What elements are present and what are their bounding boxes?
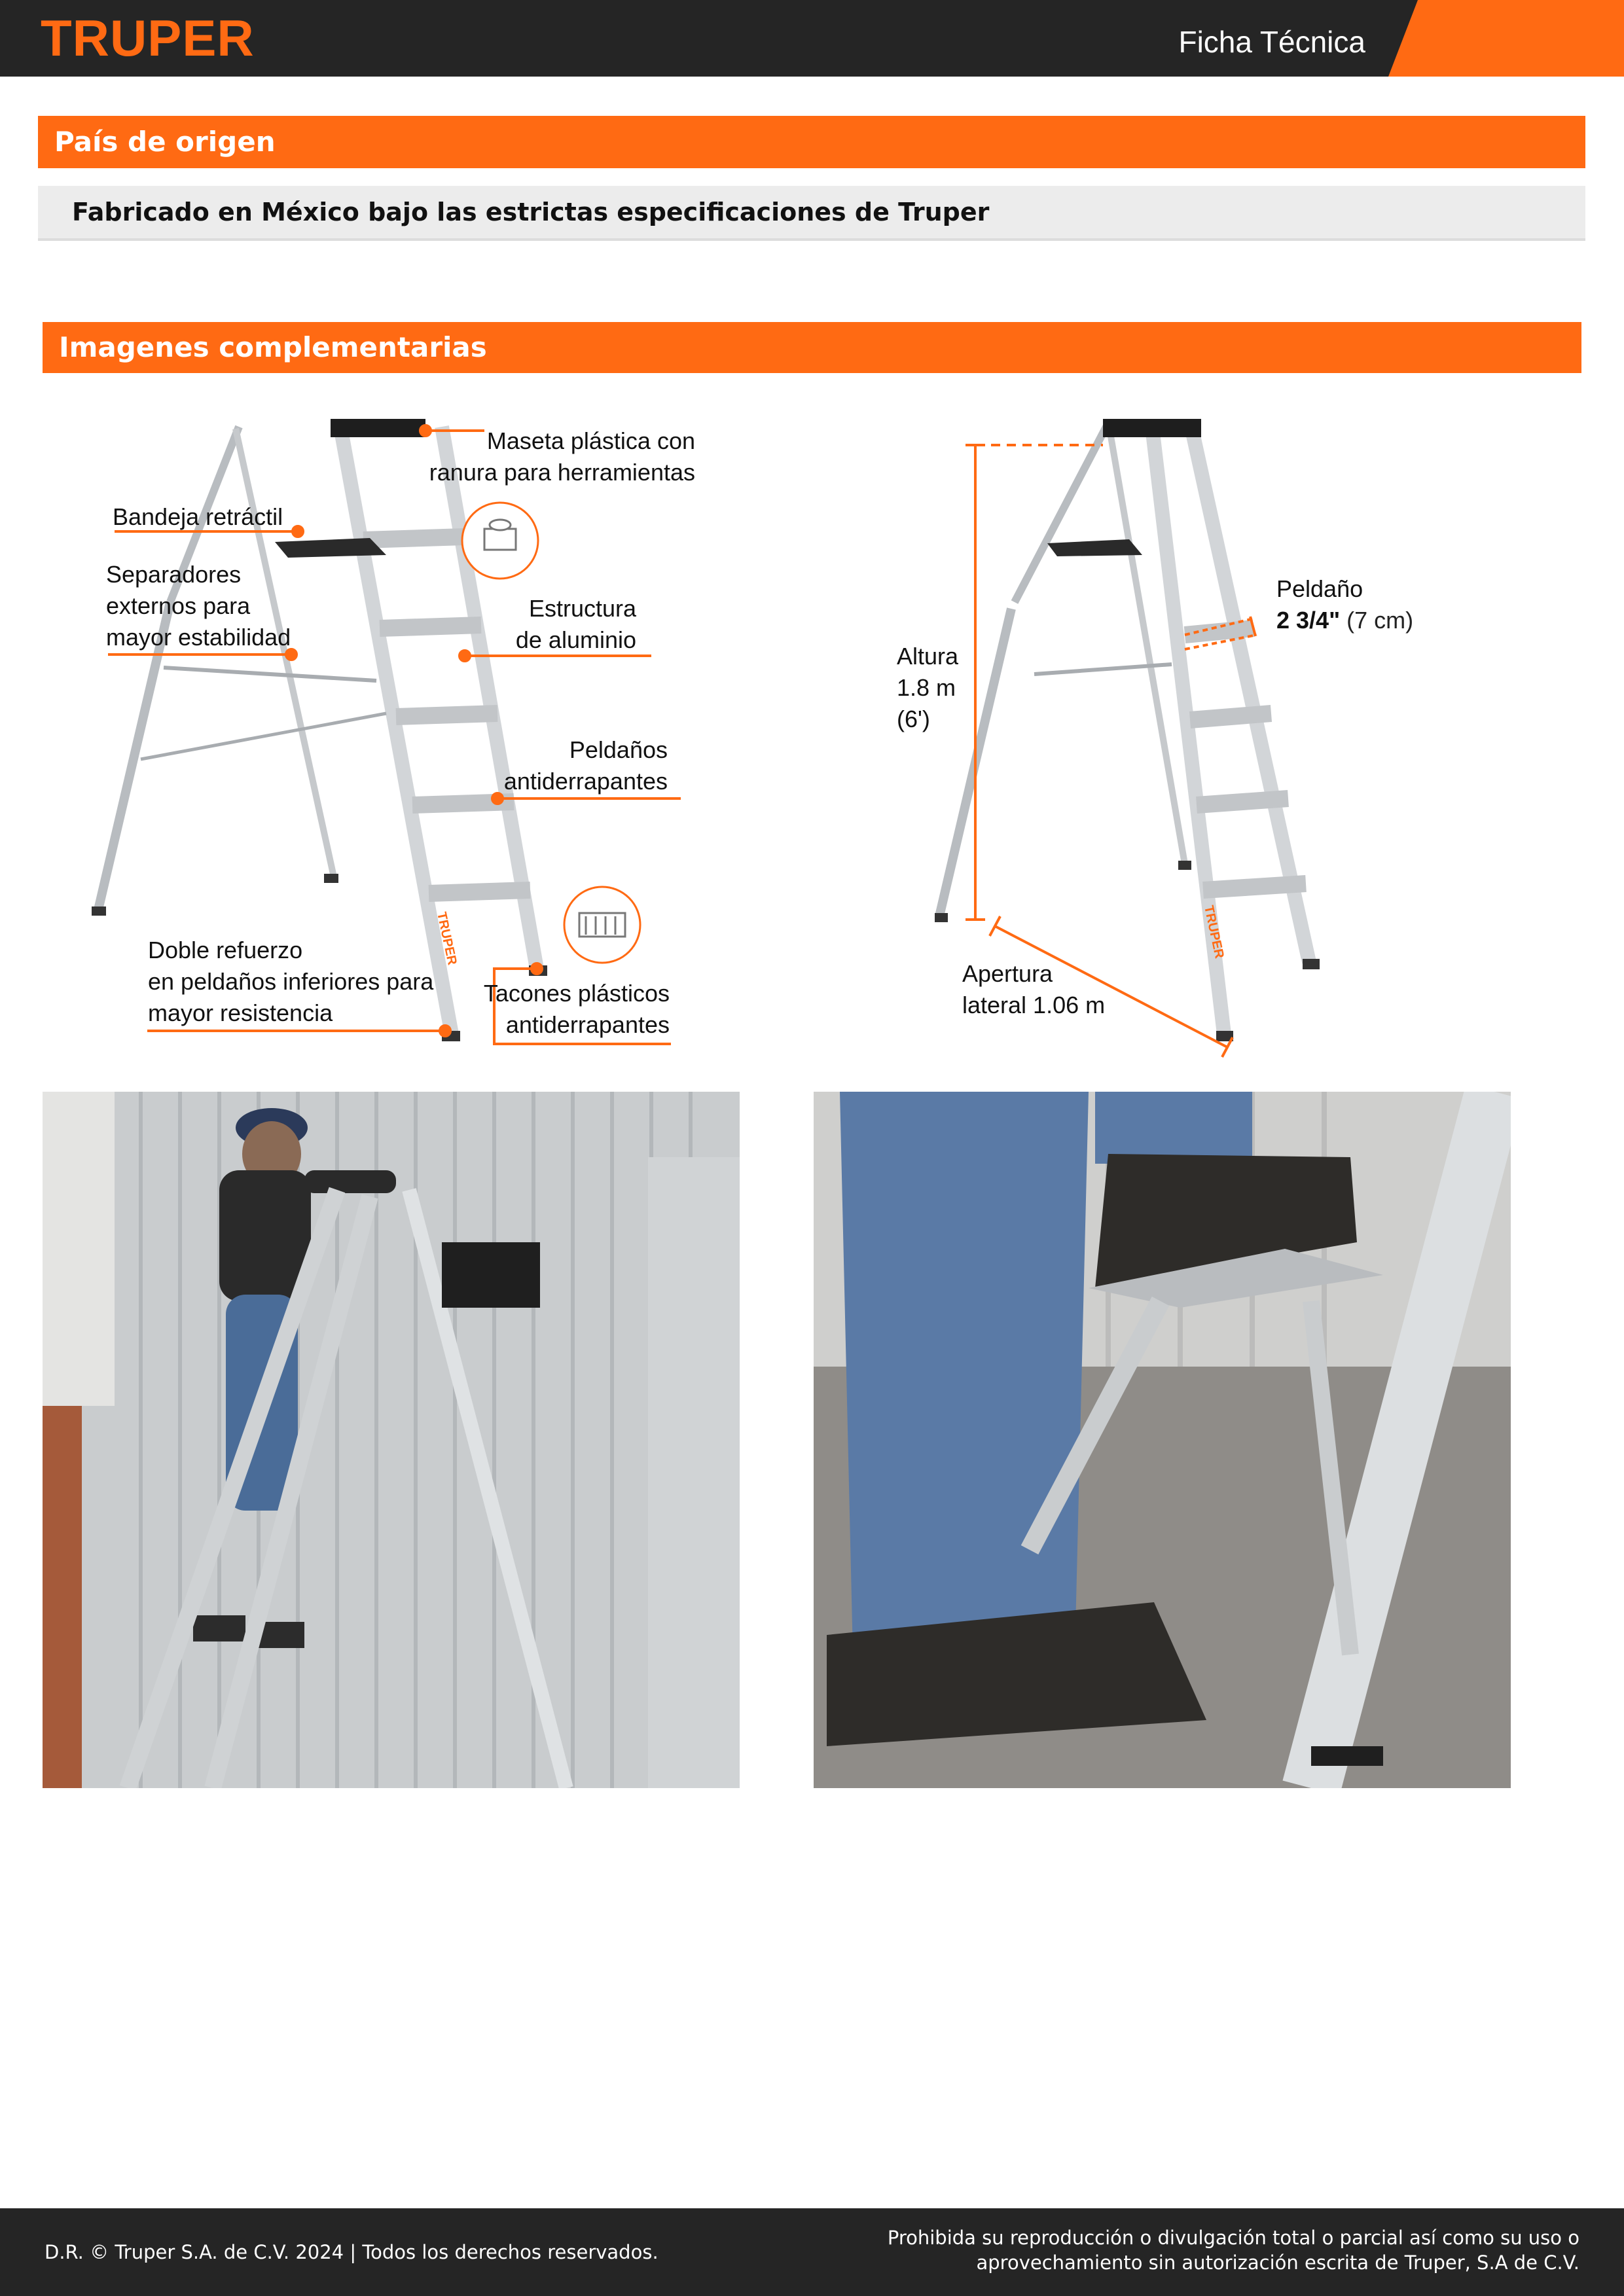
callout-doble-1: Doble refuerzo: [148, 937, 303, 963]
dim-peldano-2-thin: (7 cm): [1340, 607, 1414, 634]
header-accent-stripe: [1388, 0, 1624, 77]
origin-text: Fabricado en México bajo las estrictas especificaciones de Truper: [38, 186, 1585, 241]
dim-peldano-2-bold: 2 3/4": [1276, 607, 1341, 634]
header-title: Ficha Técnica: [1178, 25, 1365, 59]
ladder-features-diagram: [79, 419, 720, 1060]
ladder-dimensions-diagram: [877, 419, 1466, 1060]
footer-disclaimer-line1: Prohibida su reproducción o divulgación total o parcial así como su uso o: [887, 2227, 1579, 2249]
dim-peldano-2: [1276, 607, 1413, 634]
dim-altura-2: 1.8 m: [897, 674, 956, 701]
maseta-detail-icon: [462, 503, 538, 579]
ladder-brand-label: TRUPER: [434, 910, 460, 967]
callout-tacones-2: antiderrapantes: [505, 1011, 670, 1038]
footer-disclaimer: [794, 2225, 1579, 2275]
ladder-illustration-dimensions: [935, 427, 1320, 1041]
callout-estructura-2: de aluminio: [515, 626, 636, 653]
dim-apertura-2: lateral 1.06 m: [962, 992, 1106, 1018]
photo-worker-on-ladder: [43, 1092, 740, 1788]
footer-disclaimer-line2: aprovechamiento sin autorización escrita de Truper, S.A de C.V.: [976, 2251, 1579, 2274]
ladder-top-cap-dim: [1103, 419, 1201, 437]
page-header: [0, 0, 1624, 77]
dim-peldano-1: Peldaño: [1276, 575, 1363, 602]
page-footer: [0, 2208, 1624, 2296]
callout-maseta-2: ranura para herramientas: [429, 459, 695, 486]
retractable-tray: [275, 538, 386, 558]
callout-maseta-1: Maseta plástica con: [486, 427, 695, 454]
footer-copyright: D.R. © Truper S.A. de C.V. 2024 | Todos los derechos reservados.: [45, 2241, 659, 2263]
dim-apertura-1: Apertura: [962, 960, 1053, 987]
callout-separadores-3: mayor estabilidad: [106, 624, 291, 651]
ladder-top-cap: [331, 419, 425, 437]
callout-separadores-2: externos para: [106, 592, 251, 619]
retractable-tray-dim: [1047, 539, 1142, 556]
section-title-origin: País de origen: [38, 116, 1585, 168]
callout-doble-2: en peldaños inferiores para: [148, 968, 434, 995]
callout-estructura-1: Estructura: [528, 595, 636, 622]
callout-separadores-1: Separadores: [106, 561, 242, 588]
dim-altura-3: (6'): [897, 706, 930, 732]
callout-peldanos-2: antiderrapantes: [503, 768, 668, 795]
truper-logo: TRUPER: [41, 9, 255, 67]
tacones-detail-icon: [564, 887, 640, 963]
section-title-images: Imagenes complementarias: [43, 322, 1581, 373]
photo-boots-on-step: [814, 1092, 1511, 1788]
callout-peldanos-1: Peldaños: [569, 736, 668, 763]
ladder-brand-label-dim: TRUPER: [1201, 904, 1227, 960]
callout-doble-3: mayor resistencia: [148, 999, 333, 1026]
callout-bandeja: Bandeja retráctil: [113, 503, 283, 530]
dim-altura-1: Altura: [897, 643, 959, 670]
callout-tacones-1: Tacones plásticos: [483, 980, 670, 1007]
